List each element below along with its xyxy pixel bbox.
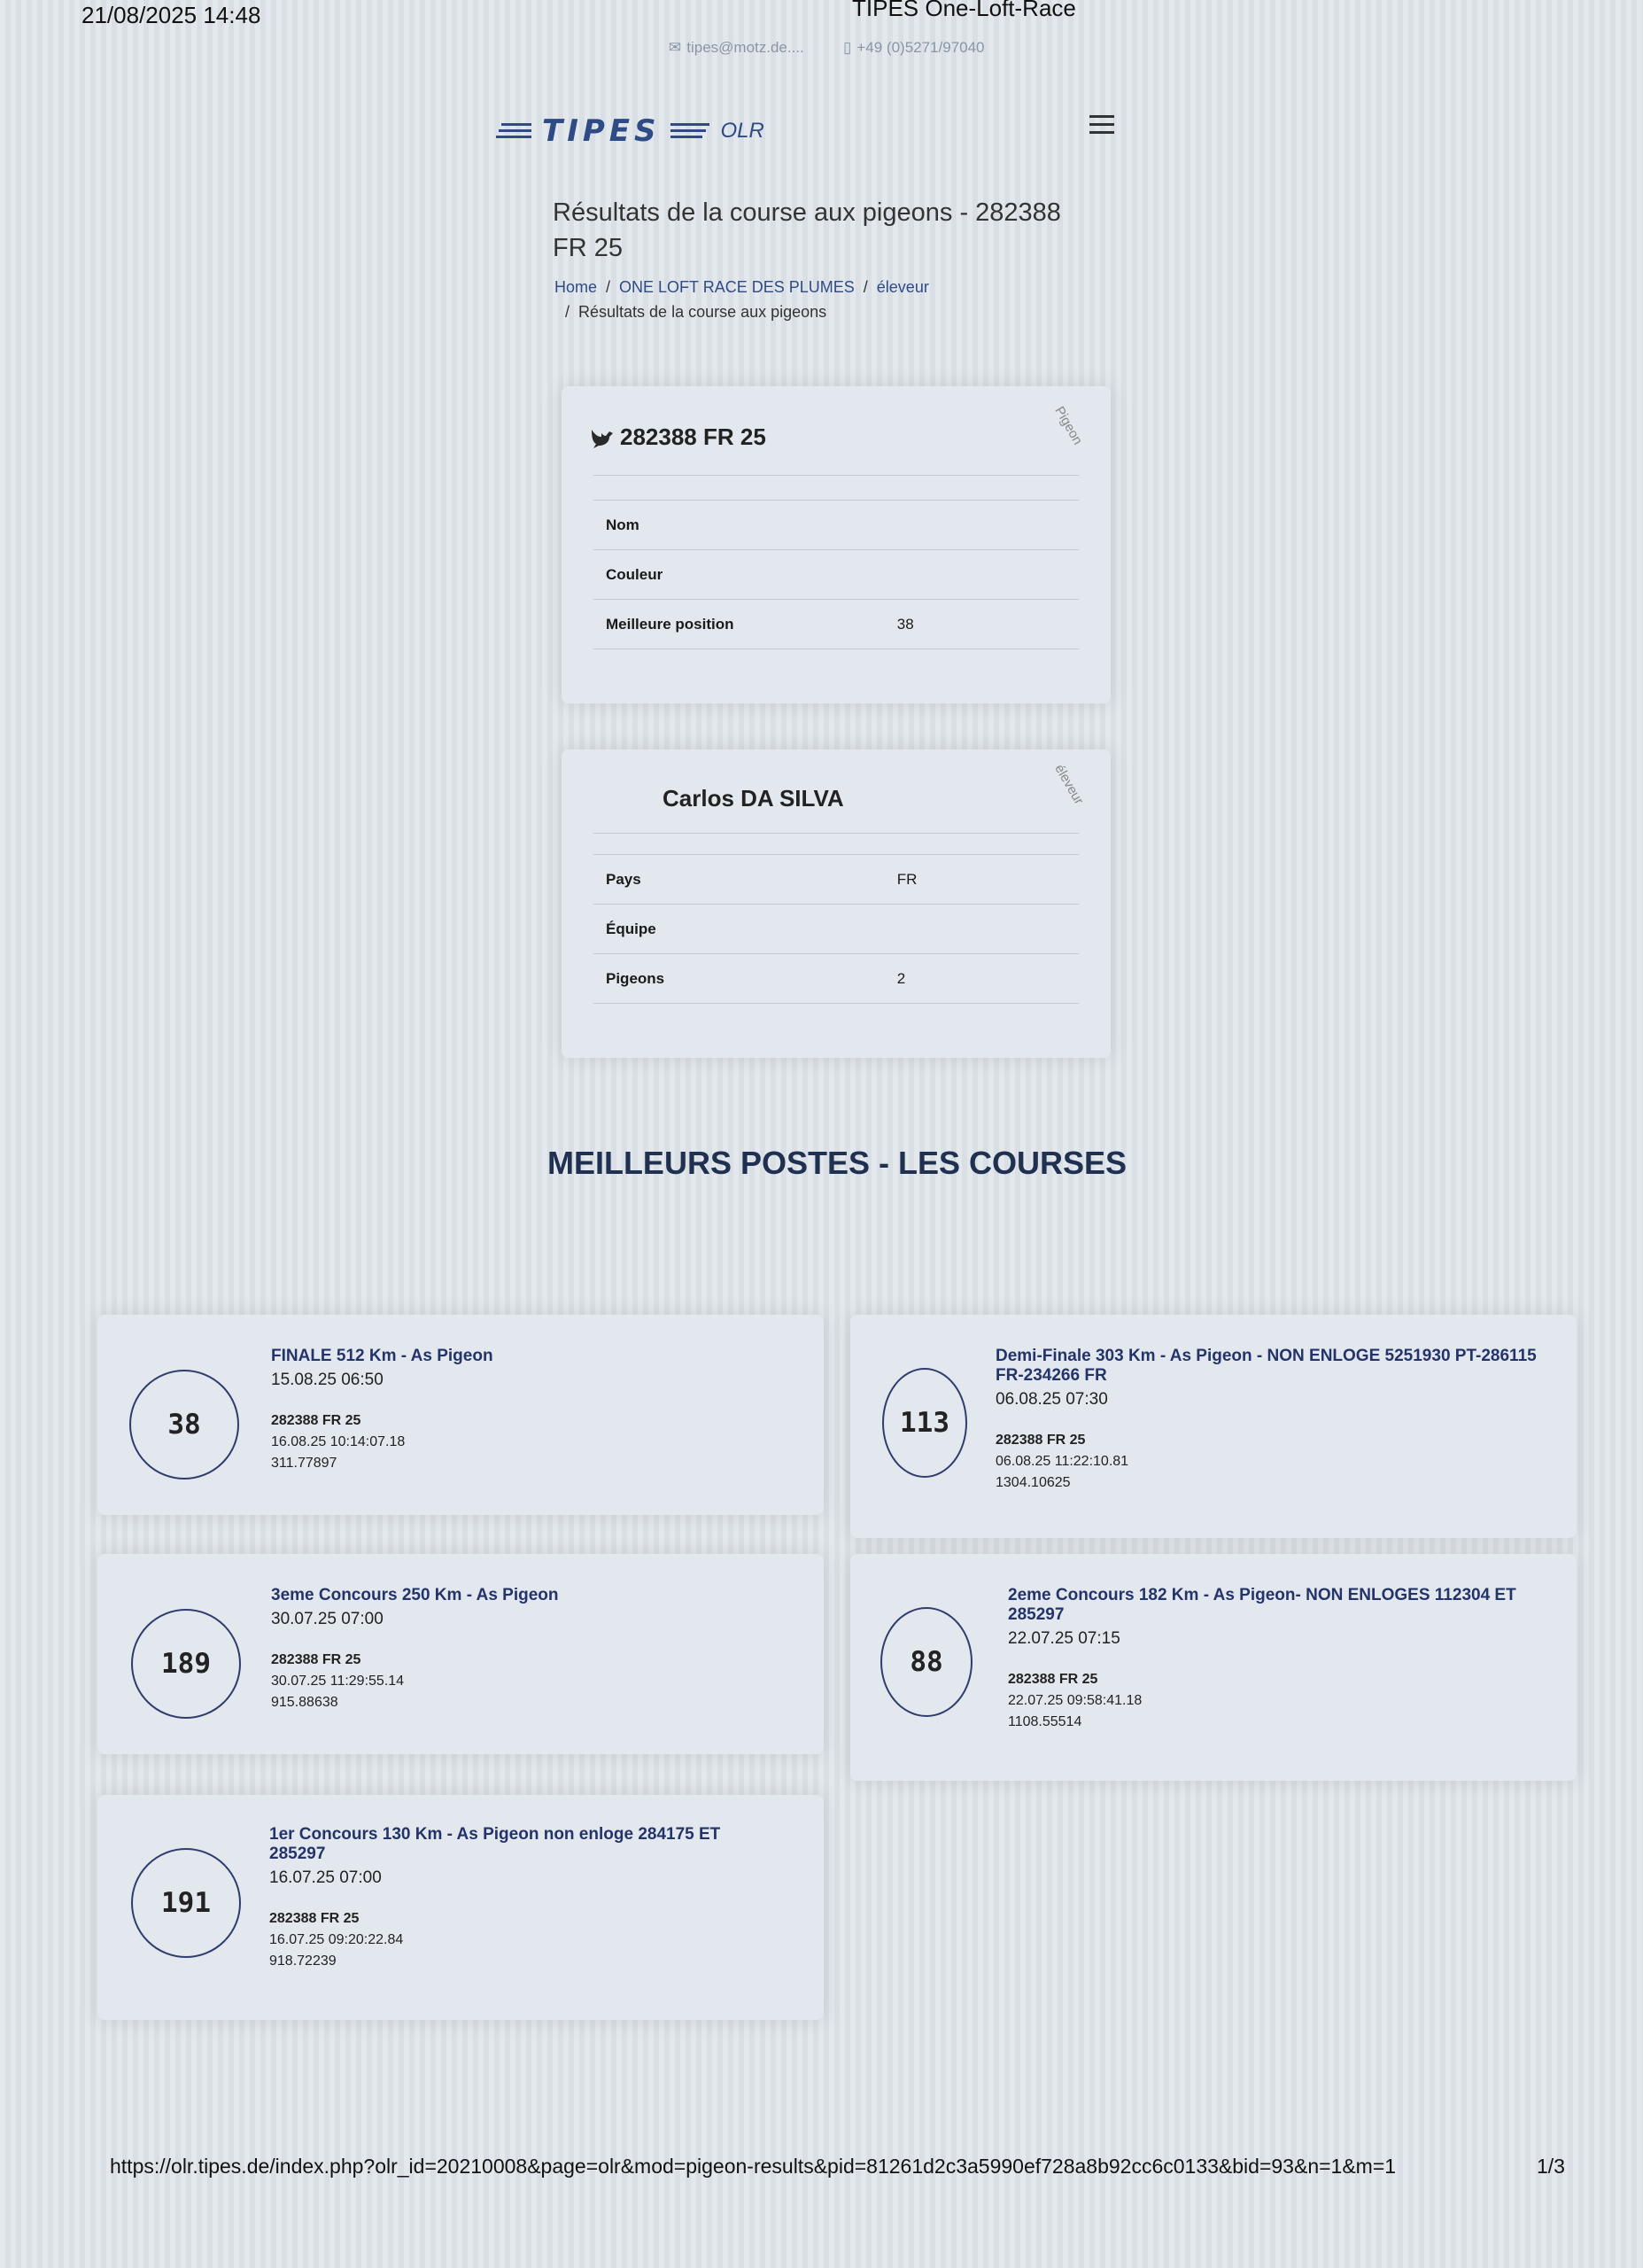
race-pigeon-ring: 282388 FR 25 — [269, 1911, 360, 1926]
race-release-time: 22.07.25 07:15 — [1008, 1629, 1120, 1648]
breadcrumb-current — [565, 303, 826, 322]
pigeon-ring: 282388 FR 25 — [620, 423, 766, 450]
race-speed: 915.88638 — [271, 1695, 338, 1710]
print-page-title: TIPES One-Loft-Race — [852, 0, 1076, 21]
race-speed: 1304.10625 — [996, 1475, 1071, 1490]
print-page-number: 1/3 — [1537, 2155, 1565, 2178]
race-speed: 918.72239 — [269, 1953, 337, 1969]
contact-phone[interactable] — [843, 39, 985, 57]
pigeon-card-tag: Pigeon — [1051, 404, 1086, 447]
row-value — [885, 905, 1079, 954]
row-label: Pigeons — [593, 954, 885, 1004]
breadcrumb-race[interactable]: ONE LOFT RACE DES PLUMES — [619, 278, 855, 296]
position-circle: 113 — [882, 1368, 967, 1478]
race-release-time: 30.07.25 07:00 — [271, 1610, 384, 1628]
table-row — [593, 855, 1079, 905]
table-row — [593, 550, 1079, 600]
contact-phone-text: +49 (0)5271/97040 — [856, 39, 985, 56]
race-pigeon-ring: 282388 FR 25 — [271, 1413, 361, 1428]
race-card[interactable] — [97, 1554, 824, 1754]
race-name: FINALE 512 Km - As Pigeon — [271, 1347, 493, 1365]
phone-icon: ▯ — [843, 39, 852, 56]
race-release-time: 16.07.25 07:00 — [269, 1868, 382, 1887]
table-row — [593, 501, 1079, 550]
breadcrumb-breeder[interactable]: éleveur — [876, 278, 929, 296]
position-circle: 189 — [131, 1609, 241, 1719]
race-name: 1er Concours 130 Km - As Pigeon non enloge 284175 ET 285297 — [269, 1825, 721, 1863]
row-value: FR — [885, 855, 1079, 905]
race-arrival-time: 30.07.25 11:29:55.14 — [271, 1674, 405, 1689]
pigeon-card — [562, 386, 1111, 703]
race-card[interactable] — [850, 1554, 1577, 1781]
dove-icon — [590, 426, 615, 449]
race-release-time: 06.08.25 07:30 — [996, 1390, 1108, 1409]
breeder-card — [562, 750, 1111, 1058]
mail-icon: ✉ — [669, 39, 682, 56]
race-release-time: 15.08.25 06:50 — [271, 1371, 384, 1389]
row-value — [885, 550, 1079, 600]
breadcrumb-separator: / — [606, 278, 611, 296]
race-arrival-time: 06.08.25 11:22:10.81 — [996, 1454, 1129, 1469]
race-pigeon-ring: 282388 FR 25 — [996, 1433, 1086, 1448]
position-circle: 191 — [131, 1848, 241, 1958]
race-speed: 311.77897 — [271, 1456, 337, 1471]
breadcrumb-current-label: Résultats de la course aux pigeons — [578, 303, 827, 321]
breadcrumb-home[interactable]: Home — [554, 278, 598, 296]
logo-stripes-right — [670, 121, 709, 141]
table-row — [593, 954, 1079, 1004]
race-name: 3eme Concours 250 Km - As Pigeon — [271, 1586, 559, 1604]
race-pigeon-ring: 282388 FR 25 — [1008, 1672, 1098, 1687]
row-value: 38 — [885, 600, 1079, 649]
pigeon-card-title — [590, 423, 766, 451]
breadcrumb — [554, 278, 929, 297]
best-positions-heading: MEILLEURS POSTES - LES COURSES — [546, 1145, 1128, 1181]
row-label: Pays — [593, 855, 885, 905]
row-label: Équipe — [593, 905, 885, 954]
table-row — [593, 600, 1079, 649]
race-pigeon-ring: 282388 FR 25 — [271, 1652, 361, 1667]
logo-wordmark: TIPES — [542, 113, 661, 149]
row-label: Nom — [593, 501, 885, 550]
race-card[interactable] — [97, 1315, 824, 1515]
print-date: 21/08/2025 14:48 — [81, 2, 261, 28]
position-circle: 88 — [880, 1607, 973, 1717]
breeder-card-tag: éleveur — [1051, 762, 1087, 808]
breadcrumb-separator: / — [863, 278, 868, 296]
position-circle: 38 — [129, 1370, 239, 1480]
row-value — [885, 501, 1079, 550]
breeder-name: Carlos DA SILVA — [663, 785, 844, 812]
race-arrival-time: 16.08.25 10:14:07.18 — [271, 1434, 406, 1449]
race-card[interactable] — [850, 1315, 1577, 1538]
site-logo[interactable] — [496, 113, 764, 149]
row-label: Couleur — [593, 550, 885, 600]
logo-suffix: OLR — [720, 119, 764, 143]
pigeon-details-table — [593, 500, 1079, 649]
breadcrumb-separator: / — [565, 303, 570, 321]
table-row — [593, 905, 1079, 954]
race-arrival-time: 16.07.25 09:20:22.84 — [269, 1932, 404, 1947]
contact-email[interactable] — [669, 39, 804, 57]
race-name: 2eme Concours 182 Km - As Pigeon- NON ENLOGES 112304 ET 285297 — [1008, 1586, 1516, 1624]
page-title: Résultats de la course aux pigeons - 282388 FR 25 — [553, 198, 1061, 262]
row-value: 2 — [885, 954, 1079, 1004]
logo-stripes-left — [496, 121, 531, 141]
print-footer-url: https://olr.tipes.de/index.php?olr_id=20210008&page=olr&mod=pigeon-results&pid=81261d2c3a5990ef728a8b92cc6c0133&bid=93&n=1&m=1 — [110, 2155, 1397, 2178]
race-card[interactable] — [97, 1795, 824, 2020]
menu-hamburger-icon[interactable] — [1089, 110, 1114, 139]
row-label: Meilleure position — [593, 600, 885, 649]
contact-email-text: tipes@motz.de.... — [686, 39, 804, 56]
race-speed: 1108.55514 — [1008, 1714, 1082, 1729]
race-arrival-time: 22.07.25 09:58:41.18 — [1008, 1693, 1143, 1708]
breeder-details-table — [593, 854, 1079, 1004]
race-name: Demi-Finale 303 Km - As Pigeon - NON ENLOGE 5251930 PT-286115 FR-234266 FR — [996, 1347, 1537, 1385]
